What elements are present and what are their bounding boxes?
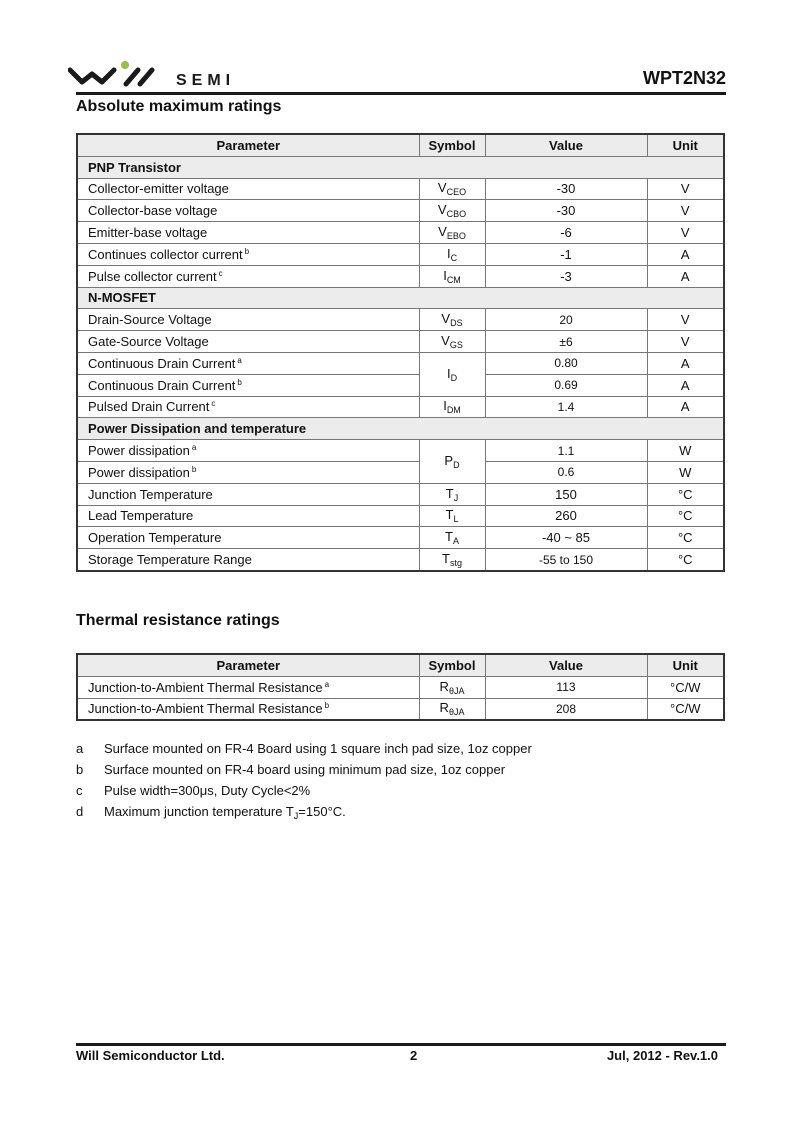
param-cell: Power dissipation $^b$: [77, 461, 419, 483]
unit-cell: V: [647, 222, 724, 244]
footnote-ref: a: [191, 443, 197, 453]
symbol-cell: $I_{CM}$: [419, 265, 485, 287]
param-cell: Gate-Source Voltage: [77, 331, 419, 353]
value-cell: -1: [485, 243, 647, 265]
table-row: [77, 374, 724, 396]
table-row: [77, 396, 724, 418]
param-cell: Continuous Drain Current $^a$: [77, 352, 419, 374]
column-header: Value: [485, 134, 647, 156]
symbol-cell: $V_{GS}$: [419, 331, 485, 353]
group-label: N-MOSFET: [77, 287, 724, 309]
company-name: Will Semiconductor Ltd.: [76, 1048, 225, 1063]
unit-cell: °C: [647, 527, 724, 549]
footnote-key: a: [76, 741, 84, 756]
symbol-cell: $V_{EBO}$: [419, 222, 485, 244]
group-label: PNP Transistor: [77, 156, 724, 178]
column-header: Parameter: [77, 134, 419, 156]
param-cell: Operation Temperature: [77, 527, 419, 549]
thermal-table: [76, 653, 725, 721]
param-cell: Pulsed Drain Current $^c$: [77, 396, 419, 418]
unit-cell: A: [647, 396, 724, 418]
table-row: [77, 549, 724, 571]
column-header: Unit: [647, 654, 724, 676]
unit-cell: A: [647, 265, 724, 287]
column-header: Symbol: [419, 654, 485, 676]
param-cell: Continues collector current $^b$: [77, 243, 419, 265]
value-cell: 1.4: [485, 396, 647, 418]
footnote-text: Pulse width=300μs, Duty Cycle<2%: [104, 783, 311, 798]
unit-cell: A: [647, 374, 724, 396]
value-cell: 208: [485, 698, 647, 720]
group-row-power-temp: [77, 418, 724, 440]
unit-cell: A: [647, 352, 724, 374]
param-cell: Drain-Source Voltage: [77, 309, 419, 331]
value-cell: ±6: [485, 331, 647, 353]
symbol-cell: $T_L$: [419, 505, 485, 527]
unit-cell: °C: [647, 483, 724, 505]
value-cell: -3: [485, 265, 647, 287]
param-cell: Junction Temperature: [77, 483, 419, 505]
footnote-ref: b: [191, 464, 197, 474]
table-row: [77, 698, 724, 720]
param-cell: Collector-emitter voltage: [77, 178, 419, 200]
footnote-key: b: [76, 762, 84, 777]
param-cell: Power dissipation $^a$: [77, 440, 419, 462]
footnote-ref: a: [324, 679, 330, 689]
param-cell: Emitter-base voltage: [77, 222, 419, 244]
param-cell: Collector-base voltage: [77, 200, 419, 222]
unit-cell: V: [647, 309, 724, 331]
document-id: WPT2N32: [642, 68, 726, 88]
symbol-cell: $I_{DM}$: [419, 396, 485, 418]
param-cell: Storage Temperature Range: [77, 549, 419, 571]
symbol-cell: $P_D$: [419, 440, 485, 484]
footnote: [76, 762, 532, 783]
unit-cell: W: [647, 440, 724, 462]
group-row-pnp: [77, 156, 724, 178]
unit-cell: °C: [647, 505, 724, 527]
value-cell: -30: [485, 178, 647, 200]
header-divider: [76, 92, 726, 95]
value-cell: 113: [485, 676, 647, 698]
footnote-ref: a: [237, 355, 242, 365]
value-cell: -55 to 150: [485, 549, 647, 571]
table-row: [77, 243, 724, 265]
symbol-cell: $T_J$: [419, 483, 485, 505]
footnote-ref: b: [324, 701, 330, 711]
table-row: [77, 265, 724, 287]
unit-cell: A: [647, 243, 724, 265]
symbol-cell: $V_{CEO}$: [419, 178, 485, 200]
symbol-cell: $I_C$: [419, 243, 485, 265]
footnote-ref: b: [244, 246, 250, 256]
column-header: Parameter: [77, 654, 419, 676]
value-cell: 0.69: [485, 374, 647, 396]
footnote: [76, 783, 532, 804]
table-row: [77, 178, 724, 200]
footnote-ref: c: [218, 268, 223, 278]
column-header: Symbol: [419, 134, 485, 156]
revision-date: Jul, 2012 - Rev.1.0: [606, 1048, 718, 1063]
footnote: [76, 741, 532, 762]
group-label: Power Dissipation and temperature: [77, 418, 724, 440]
footnote-key: c: [76, 783, 83, 798]
page-number: 2: [410, 1048, 418, 1063]
unit-cell: V: [647, 331, 724, 353]
table-header-row: [77, 654, 724, 676]
symbol-cell: $V_{CBO}$: [419, 200, 485, 222]
footnote-key: d: [76, 804, 84, 819]
table-row: [77, 331, 724, 353]
column-header: Unit: [647, 134, 724, 156]
table-row: [77, 309, 724, 331]
logo-text: SEMI: [176, 72, 236, 89]
table-row: [77, 527, 724, 549]
value-cell: 0.6: [485, 461, 647, 483]
unit-cell: W: [647, 461, 724, 483]
table-header-row: [77, 134, 724, 156]
table-row: [77, 483, 724, 505]
unit-cell: °C/W: [647, 676, 724, 698]
footnote-text: Surface mounted on FR-4 Board using 1 square inch pad size, 1oz copper: [104, 741, 532, 756]
unit-cell: °C/W: [647, 698, 724, 720]
table-row: [77, 505, 724, 527]
table-row: [77, 676, 724, 698]
footer-divider: [76, 1043, 726, 1046]
footnote-ref: b: [237, 377, 242, 387]
value-cell: 20: [485, 309, 647, 331]
page-header: [68, 60, 726, 94]
table-row: [77, 352, 724, 374]
unit-cell: °C: [647, 549, 724, 571]
table-row: [77, 461, 724, 483]
param-cell: Junction-to-Ambient Thermal Resistance $^a$: [77, 676, 419, 698]
value-cell: 260: [485, 505, 647, 527]
symbol-cell: $T_{stg}$: [419, 549, 485, 571]
symbol-cell: $T_A$: [419, 527, 485, 549]
table-row: [77, 200, 724, 222]
value-cell: 150: [485, 483, 647, 505]
value-cell: 1.1: [485, 440, 647, 462]
value-cell: -6: [485, 222, 647, 244]
param-cell: Continuous Drain Current $^b$: [77, 374, 419, 396]
param-cell: Lead Temperature: [77, 505, 419, 527]
symbol-cell: $I_D$: [419, 352, 485, 396]
symbol-cell: $V_{DS}$: [419, 309, 485, 331]
column-header: Value: [485, 654, 647, 676]
symbol-cell: $R_{\theta JA}$: [419, 698, 485, 720]
table-row: [77, 222, 724, 244]
abs-max-title: Absolute maximum ratings: [76, 98, 282, 115]
footnote-text: Maximum junction temperature $T_J=150^\circ C$.: [104, 804, 346, 821]
unit-cell: V: [647, 200, 724, 222]
table-row: [77, 440, 724, 462]
unit-cell: V: [647, 178, 724, 200]
param-cell: Junction-to-Ambient Thermal Resistance $^b$: [77, 698, 419, 720]
value-cell: 0.80: [485, 352, 647, 374]
value-cell: -30: [485, 200, 647, 222]
value-cell: -40 ~ 85: [485, 527, 647, 549]
footnote-ref: c: [211, 399, 216, 409]
group-row-nmosfet: [77, 287, 724, 309]
symbol-cell: $R_{\theta JA}$: [419, 676, 485, 698]
param-cell: Pulse collector current $^c$: [77, 265, 419, 287]
thermal-title: Thermal resistance ratings: [76, 612, 280, 629]
abs-max-table: [76, 133, 725, 572]
footnote: [76, 804, 532, 825]
footnote-text: Surface mounted on FR-4 board using minimum pad size, 1oz copper: [104, 762, 506, 777]
footnotes: [76, 741, 532, 825]
